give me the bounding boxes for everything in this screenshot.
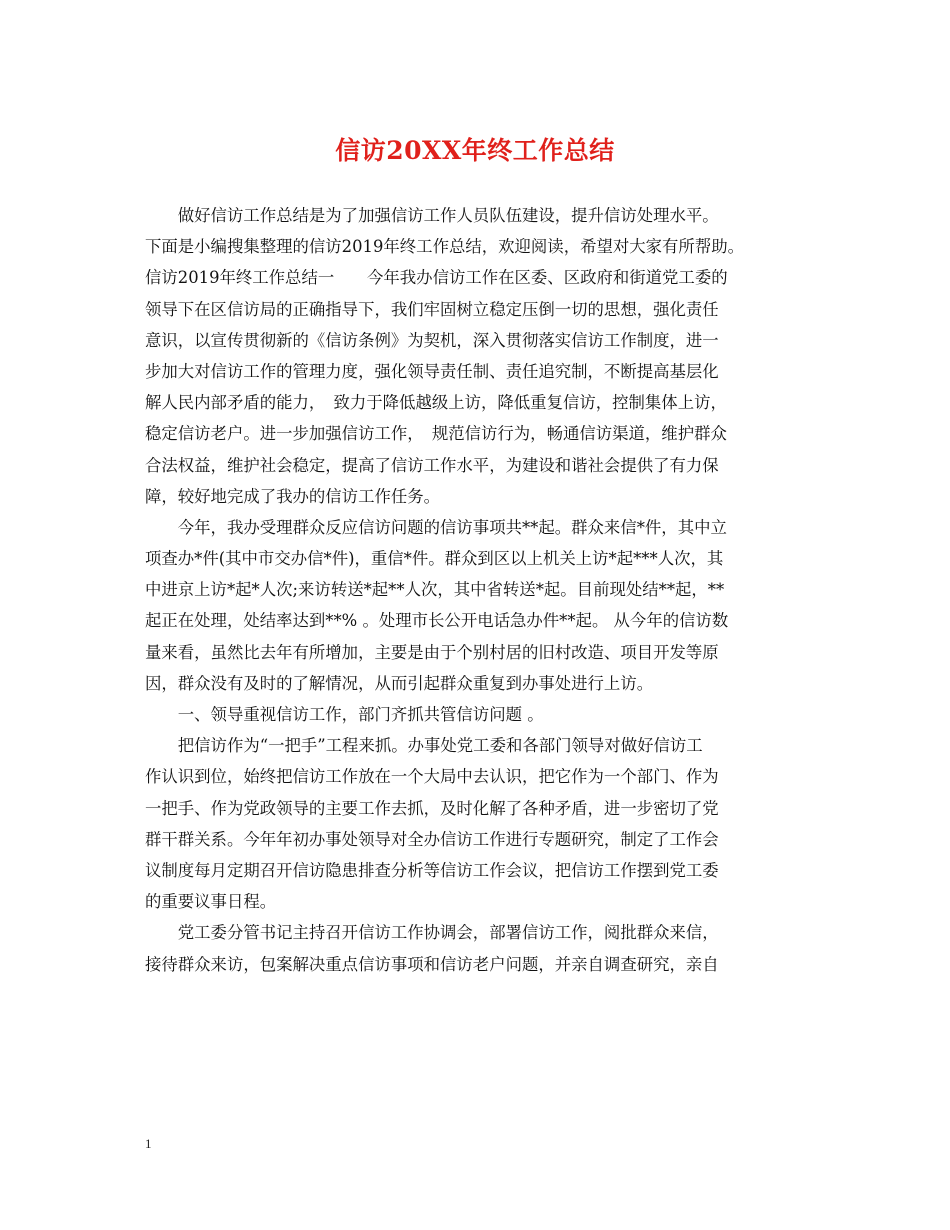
body-line: 党工委分管书记主持召开信访工作协调会，部署信访工作，阅批群众来信， bbox=[145, 923, 719, 943]
body-line: 中进京上访*起*人次;来访转送*起**人次，其中省转送*起。目前现处结**起，** bbox=[145, 580, 725, 600]
body-line: 解人民内部矛盾的能力， 致力于降低越级上访，降低重复信访，控制集体上访， bbox=[145, 393, 727, 413]
body-line: 因，群众没有及时的了解情况，从而引起群众重复到办事处进行上访。 bbox=[145, 673, 654, 693]
body-line: 信访2019年终工作总结一 今年我办信访工作在区委、区政府和街道党工委的 bbox=[145, 268, 728, 288]
body-line: 的重要议事日程。 bbox=[145, 892, 277, 912]
body-line: 步加大对信访工作的管理力度，强化领导责任制、责任追究制，不断提高基层化 bbox=[145, 361, 719, 381]
body-line: 稳定信访老户。进一步加强信访工作， 规范信访行为，畅通信访渠道，维护群众 bbox=[145, 424, 727, 444]
body-line: 议制度每月定期召开信访隐患排查分析等信访工作会议，把信访工作摆到党工委 bbox=[145, 860, 719, 880]
body-line: 群干群关系。今年年初办事处领导对全办信访工作进行专题研究，制定了工作会 bbox=[145, 829, 719, 849]
body-line: 量来看，虽然比去年有所增加，主要是由于个别村居的旧村改造、项目开发等原 bbox=[145, 642, 719, 662]
body-line: 合法权益，维护社会稳定，提高了信访工作水平，为建设和谐社会提供了有力保 bbox=[145, 455, 719, 475]
body-line: 下面是小编搜集整理的信访2019年终工作总结，欢迎阅读，希望对大家有所帮助。 bbox=[145, 237, 744, 257]
section-heading: 一、领导重视信访工作，部门齐抓共管信访问题 。 bbox=[145, 705, 544, 724]
body-line: 今年，我办受理群众反应信访问题的信访事项共**起。群众来信*件，其中立 bbox=[145, 517, 727, 537]
body-line: 把信访作为“一把手”工程来抓。办事处党工委和各部门领导对做好信访工 bbox=[145, 736, 703, 756]
body-line: 领导下在区信访局的正确指导下，我们牢固树立稳定压倒一切的思想，强化责任 bbox=[145, 299, 719, 319]
body-line: 做好信访工作总结是为了加强信访工作人员队伍建设，提升信访处理水平。 bbox=[145, 206, 719, 225]
body-line: 起正在处理，处结率达到**% 。处理市长公开电话急办件**起。 从今年的信访数 bbox=[145, 611, 729, 631]
body-line: 接待群众来访，包案解决重点信访事项和信访老户问题，并亲自调查研究，亲自 bbox=[145, 954, 719, 974]
document-title: 信访20XX年终工作总结 bbox=[335, 136, 615, 165]
body-line: 一把手、作为党政领导的主要工作去抓，及时化解了各种矛盾，进一步密切了党 bbox=[145, 798, 719, 818]
page-number: 1 bbox=[145, 1136, 152, 1151]
body-line: 障，较好地完成了我办的信访工作任务。 bbox=[145, 486, 441, 506]
body-line: 意识，以宣传贯彻新的《信访条例》为契机，深入贯彻落实信访工作制度，进一 bbox=[145, 330, 719, 350]
body-line: 项查办*件(其中市交办信*件)，重信*件。群众到区以上机关上访*起***人次，其 bbox=[145, 549, 724, 569]
document-body bbox=[145, 200, 815, 980]
body-line: 作认识到位，始终把信访工作放在一个大局中去认识，把它作为一个部门、作为 bbox=[145, 767, 719, 787]
